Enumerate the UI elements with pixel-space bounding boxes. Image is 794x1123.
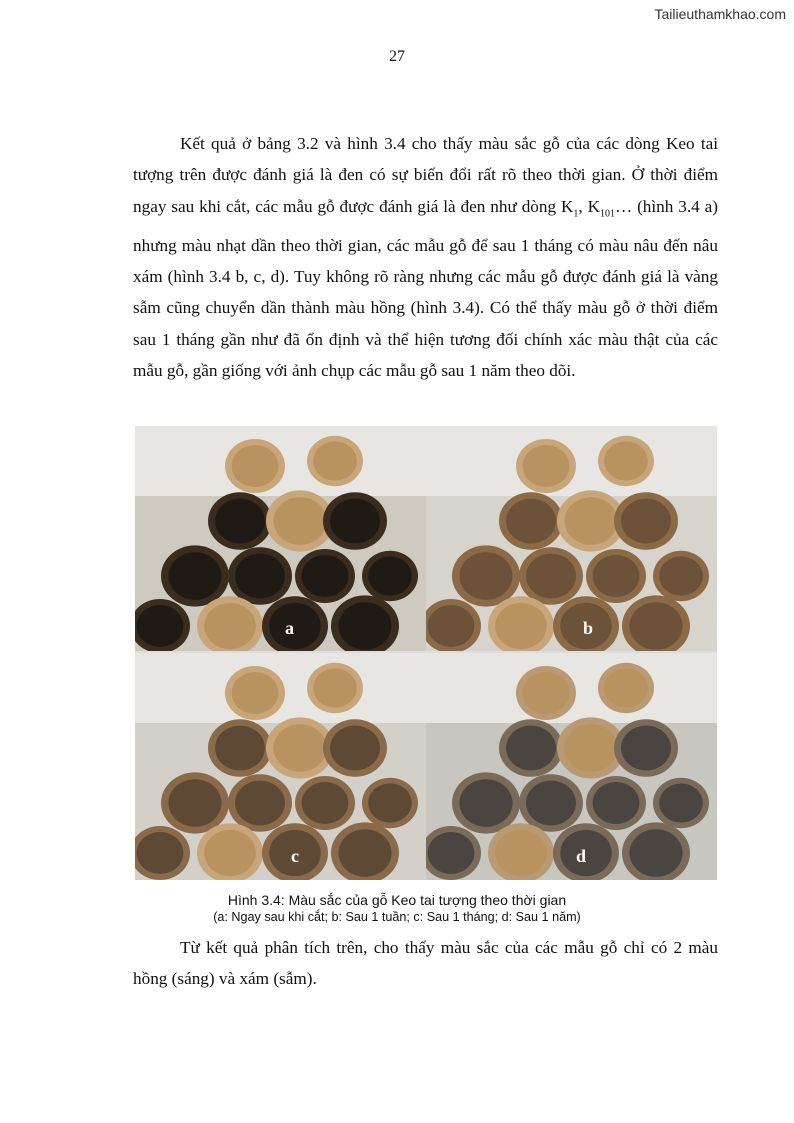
log-end [516,666,576,720]
log-end [225,666,285,720]
log-end [598,663,654,713]
log-end [307,663,363,713]
photo-panel-a [135,426,426,651]
photo-panel-b [426,426,717,651]
k101-subscript: 101 [600,208,615,220]
log-end [362,778,418,828]
figure-wood-samples [135,426,717,880]
photo-illustration [426,426,717,651]
paragraph-1-separator: , K [578,196,600,216]
log-end [161,772,229,833]
panel-label-d: d [576,846,587,866]
panel-label-c: c [291,846,299,866]
log-end [653,778,709,828]
log-end [161,545,229,606]
log-end [295,776,355,830]
panel-label-b: b [583,618,594,638]
log-end [208,719,272,777]
log-end [586,549,646,603]
log-end [516,439,576,493]
log-end [614,719,678,777]
log-end [295,549,355,603]
log-end [452,545,520,606]
log-end [362,551,418,601]
log-end [323,492,387,550]
watermark: Tailieuthamkhao.com [654,6,786,22]
paragraph-2: Từ kết quả phân tích trên, cho thấy màu sắc của các mẫu gỗ chỉ có 2 màu hồng (sáng) và xám (sẫm). [133,938,718,989]
k1-subscript: 1 [573,208,579,220]
log-end [208,492,272,550]
log-end [598,436,654,486]
log-end [519,774,583,832]
figure-caption: Hình 3.4: Màu sắc của gỗ Keo tai tượng theo thời gian [227,892,567,908]
log-end [653,551,709,601]
photo-panel-c [135,653,426,880]
log-end [519,547,583,605]
paragraph-1-text-cont: … (hình 3.4 a) nhưng màu nhạt dần theo thời gian, các mẫu gỗ để sau 1 tháng có màu nâu đến nâu xám (hình 3.4 b, c, d). Tuy không rõ ràng nhưng các mẫu gỗ được đánh giá là vàng sẫm cũng chuyển dần thành màu hồng (hình 3.4). Có thể thấy màu gỗ ở thời điểm sau 1 tháng gần như đã ổn định và thể hiện tương đối chính xác màu thật của các mẫu gỗ, gần giống với ảnh chụp các mẫu gỗ sau 1 năm theo dõi. [133,196,718,381]
log-end [452,772,520,833]
log-end [499,719,563,777]
photo-panel-d [426,653,717,880]
paragraph-1 [133,128,718,387]
log-end [323,719,387,777]
figure-subcaption: (a: Ngay sau khi cắt; b: Sau 1 tuần; c: Sau 1 tháng; d: Sau 1 năm) [213,910,581,924]
log-end [614,492,678,550]
paragraph-1-text: Kết quả ở bảng 3.2 và hình 3.4 cho thấy màu sắc gỗ của các dòng Keo tai tượng trên được đánh giá là đen có sự biến đổi rất rõ theo thời gian. Ở thời điểm ngay sau khi cắt, các mẫu gỗ được đánh giá là đen như dòng K [133,134,718,216]
page-number: 27 [389,48,405,65]
log-end [197,823,263,880]
log-end [586,776,646,830]
log-end [307,436,363,486]
log-end [225,439,285,493]
photo-illustration [135,426,426,651]
log-end [488,823,554,880]
photo-illustration [135,653,426,880]
log-end [228,547,292,605]
photo-illustration [426,653,717,880]
log-end [499,492,563,550]
log-end [228,774,292,832]
panel-label-a: a [285,618,294,638]
